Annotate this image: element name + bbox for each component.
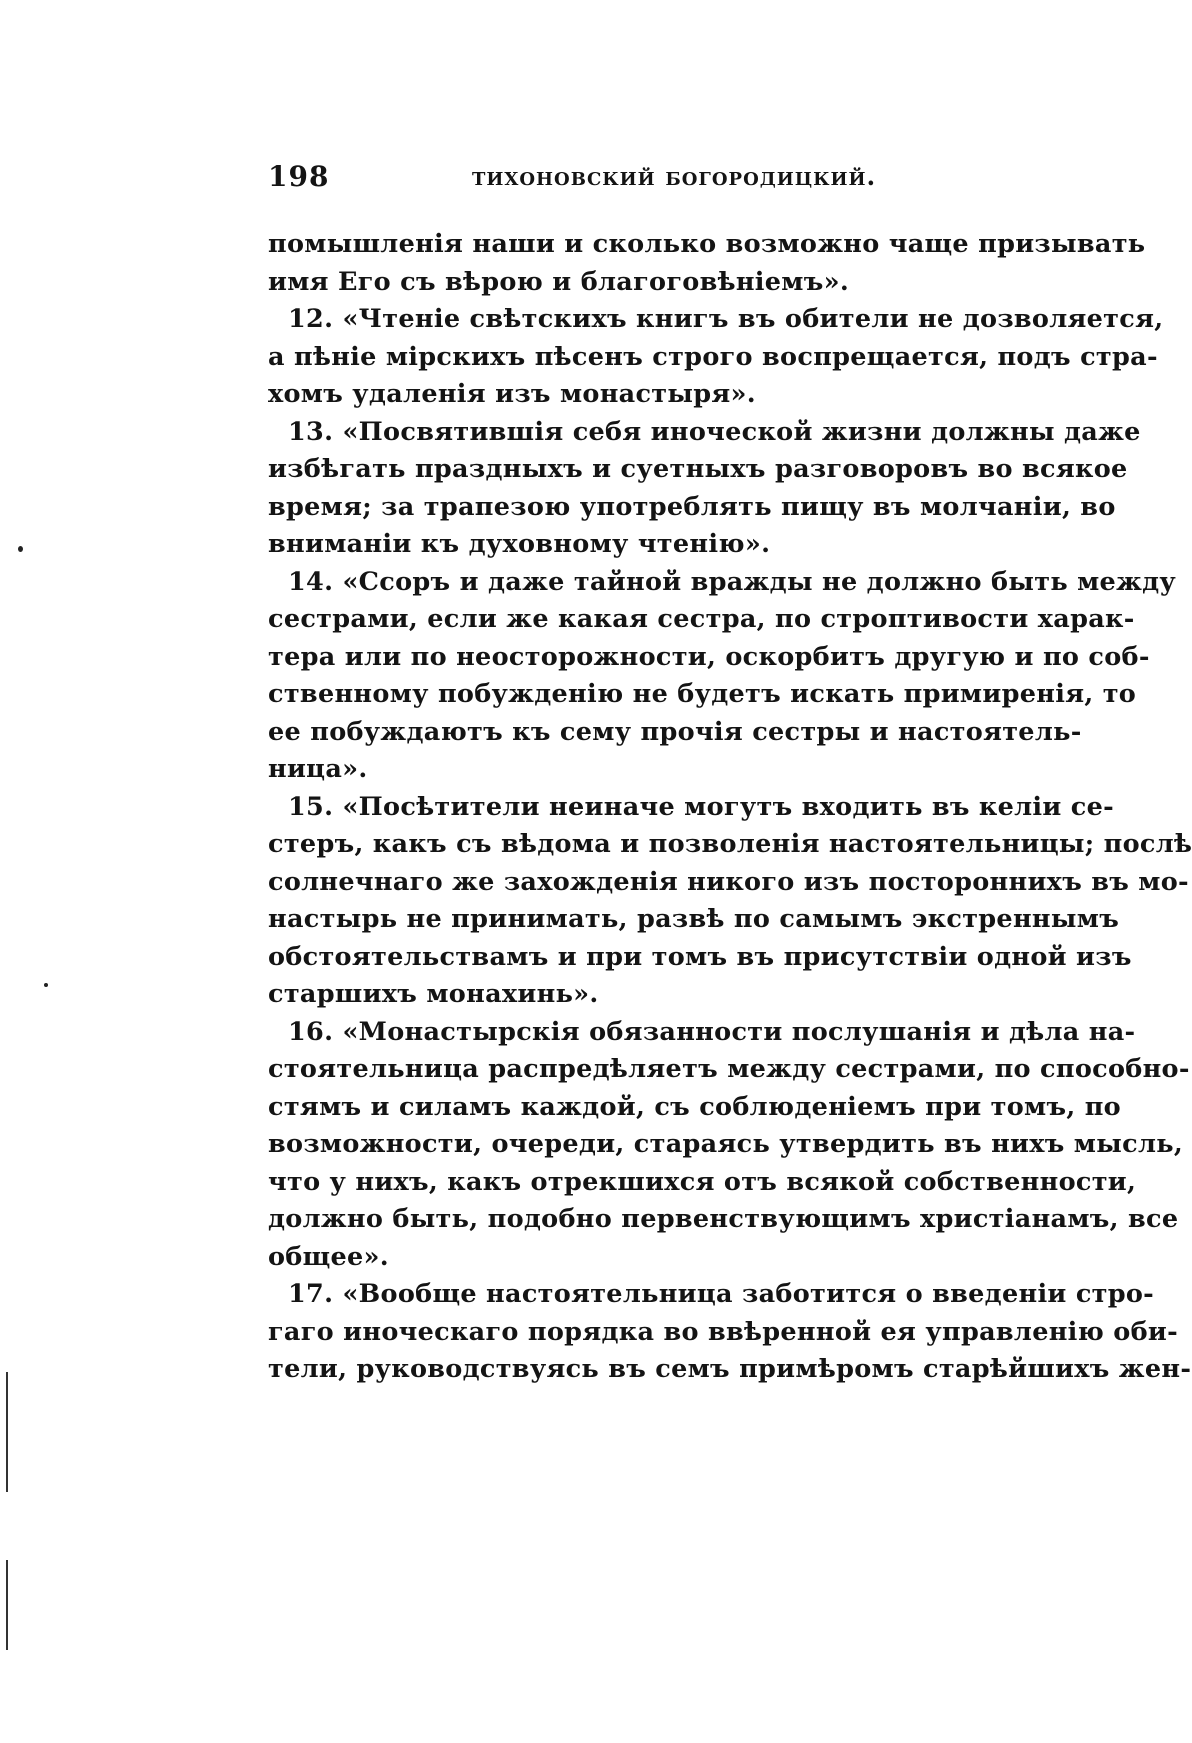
text-line: вниманіи къ духовному чтенію». — [268, 529, 771, 559]
text-line: ее побуждаютъ къ сему прочія сестры и настоятель- — [268, 716, 1082, 747]
text-line: тели, руководствуясь въ семъ примѣромъ старѣйшихъ жен- — [268, 1354, 1192, 1384]
text-line: гаго иноческаго порядка во ввѣренной ея управленію оби- — [268, 1316, 1179, 1347]
text-line: 17. «Вообще настоятельница заботится о введеніи стро- — [288, 1279, 1155, 1309]
text-line: стоятельница распредѣляетъ между сестрами, по способно- — [268, 1054, 1190, 1084]
text-line: старшихъ монахинь». — [268, 979, 599, 1009]
text-line: сестрами, если же какая сестра, по строптивости харак- — [268, 604, 1135, 634]
body-text — [268, 226, 1192, 1389]
text-line: стямъ и силамъ каждой, съ соблюденіемъ при томъ, по — [268, 1091, 1121, 1122]
text-line: 16. «Монастырскія обязанности послушанія и дѣла на- — [288, 1016, 1136, 1047]
text-line: обстоятельствамъ и при томъ въ присутствіи одной изъ — [268, 941, 1132, 972]
page-header — [268, 160, 996, 200]
scan-edge-line — [6, 1560, 8, 1650]
scan-speck — [44, 983, 48, 987]
text-line: хомъ удаленія изъ монастыря». — [268, 379, 756, 409]
text-line: тера или по неосторожности, оскорбитъ другую и по соб- — [268, 641, 1150, 672]
text-line: 14. «Ссоръ и даже тайной вражды не должно быть между — [288, 566, 1177, 597]
text-line: что у нихъ, какъ отрекшихся отъ всякой собственности, — [268, 1166, 1137, 1197]
text-line: возможности, очереди, стараясь утвердить въ нихъ мысль, — [268, 1129, 1184, 1159]
scan-edge-line — [6, 1372, 8, 1492]
text-line: 13. «Посвятившія себя иноческой жизни должны даже — [288, 416, 1141, 447]
text-line: помышленія наши и сколько возможно чаще призывать — [268, 229, 1146, 259]
text-line: имя Его съ вѣрою и благоговѣніемъ». — [268, 266, 850, 297]
text-line: стеръ, какъ съ вѣдома и позволенія настоятельницы; послѣ — [268, 829, 1192, 859]
running-title: тихоновский богородицкий. — [472, 162, 877, 191]
text-line: настырь не принимать, развѣ по самымъ экстреннымъ — [268, 904, 1120, 934]
text-line: должно быть, подобно первенствующимъ христіанамъ, все — [268, 1204, 1179, 1234]
scan-speck — [18, 546, 23, 552]
text-line: избѣгать праздныхъ и суетныхъ разговоровъ во всякое — [268, 454, 1128, 484]
text-line: а пѣніе мірскихъ пѣсенъ строго воспрещается, подъ стра- — [268, 341, 1158, 372]
text-line: ственному побужденію не будетъ искать примиренія, то — [268, 679, 1137, 709]
text-line: ница». — [268, 754, 368, 784]
text-line: 12. «Чтеніе свѣтскихъ книгъ въ обители не дозволяется, — [288, 304, 1164, 334]
text-line: время; за трапезою употреблять пищу въ молчаніи, во — [268, 491, 1116, 522]
text-line: общее». — [268, 1241, 389, 1272]
text-line: солнечнаго же захожденія никого изъ постороннихъ въ мо- — [268, 866, 1189, 897]
page-number: 198 — [268, 160, 330, 193]
text-line: 15. «Посѣтители неиначе могутъ входить въ келіи се- — [288, 791, 1115, 822]
